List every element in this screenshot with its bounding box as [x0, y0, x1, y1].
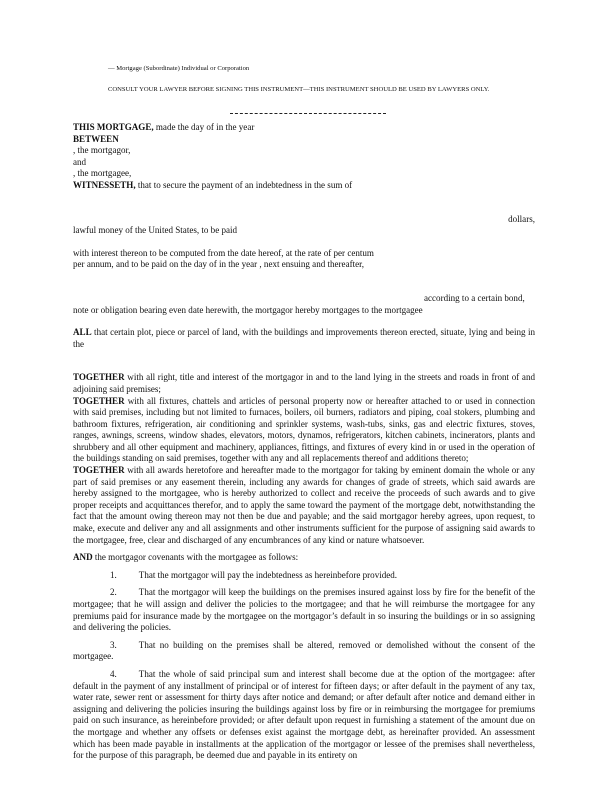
all-rest: that certain plot, piece or parcel of land, with the buildings and improvements thereon erected, situate, lying and being in the — [73, 327, 535, 349]
according-line: according to a certain bond, — [424, 292, 525, 303]
all-bold: ALL — [73, 327, 92, 338]
covenant-number: 3. — [110, 639, 117, 650]
interest-line-1: with interest thereon to be computed from the date hereof, at the rate of per centum — [73, 247, 374, 258]
mortgagee-line: , the mortgagee, — [73, 168, 132, 179]
covenant-text: That the whole of said principal sum and interest shall become due at the option of the mortgagee: after default in the payment of any installment of principal or of interest for fifteen days; or after default in the payment of any tax, water rate, sewer rent or assessment for thirty days after notice and demand; or after default after notice and demand either in assigning and delivering the policies insuring the buildings against loss by fire or in reimbursing the mortgagee for premiums paid on such insurance, as hereinbefore provided; or after default upon request in furnishing a statement of the amount due on the mortgage and whether any offsets or defenses exist against the mortgage debt, as hereinafter provided. An assessment which has been made payable in installments at the application of the mortgagor or lessee of the premises shall nevertheless, for the purpose of this paragraph, be deemed due and payable in its entirety on — [73, 668, 535, 761]
covenant-2 — [73, 587, 535, 633]
together-bold: TOGETHER — [73, 465, 125, 476]
together-rest: with all awards heretofore and hereafter made to the mortgagor for taking by eminent domain the whole or any part of said premises or any easement therein, including any awards for changes of grade of streets, which said awards are hereby assigned to the mortgagee, who is hereby authorized to collect and receive the proceeds of such awards and to give proper receipts and acquittances therefor, and to apply the same toward the payment of the mortgage debt, notwithstanding the fact that the amount owing thereon may not then be due and payable; and the said mortgagor hereby agrees, upon request, to make, execute and deliver any and all assignments and other instruments sufficient for the purpose of assigning said awards to the mortgagee, free, clear and discharged of any encumbrances of any kind or nature whatsoever. — [73, 465, 535, 545]
all-paragraph — [73, 327, 535, 350]
witnesseth-bold: WITNESSETH, — [73, 179, 136, 190]
together-paragraph-3 — [73, 465, 535, 546]
together-rest: with all fixtures, chattels and articles of personal property now or hereafter attached to or used in connection with said premises, including but not limited to furnaces, boilers, oil burners, radiators and piping, coal stokers, plumbing and bathroom fixtures, refrigeration, air conditioning and sprinkler systems, wash-tubs, sinks, gas and electric fixtures, stoves, ranges, awnings, screens, window shades, elevators, motors, dynamos, refrigerators, kitchen cabinets, incinerators, plants and shrubbery and all other equipment and machinery, appliances, fittings, and fixtures of every kind in or used in the operation of the buildings standing on said premises, together with any and all replacements thereof and additions thereto; — [73, 395, 535, 464]
covenant-text: That the mortgagor will pay the indebtedness as hereinbefore provided. — [138, 569, 398, 580]
lawyer-warning: CONSULT YOUR LAWYER BEFORE SIGNING THIS INSTRUMENT—THIS INSTRUMENT SHOULD BE USED BY LAWYERS ONLY. — [108, 86, 490, 93]
title-bold: THIS MORTGAGE, — [73, 122, 154, 132]
covenant-number: 1. — [110, 569, 117, 580]
covenant-4 — [73, 669, 535, 762]
blank-space — [73, 271, 535, 293]
blank-space — [73, 192, 535, 214]
mortgagor-line: , the mortgagor, — [73, 145, 131, 156]
title-rest: made the day of in the year — [153, 122, 255, 132]
covenant-text: That the mortgagor will keep the buildings on the premises insured against loss by fire for the benefit of the mortgagee; that he will assign and deliver the policies to the mortgagee; and that he will reimburse the mortgagee for any premiums paid for insurance made by the mortgagee on the mortgagor’s default in so insuring the buildings or in so assigning and delivering the policies. — [73, 587, 535, 633]
together-rest: with all right, title and interest of the mortgagor in and to the land lying in the streets and roads in front of and adjoining said premises; — [73, 372, 535, 394]
lawful-money-line: lawful money of the United States, to be paid — [73, 225, 238, 236]
blank-space — [73, 350, 535, 372]
mortgage-body — [73, 122, 535, 762]
covenant-3 — [73, 640, 535, 663]
covenant-number: 2. — [110, 587, 117, 598]
together-paragraph-2 — [73, 396, 535, 466]
covenant-number: 4. — [110, 668, 117, 679]
together-paragraph-1 — [73, 372, 535, 395]
witnesseth-rest: that to secure the payment of an indebtedness in the sum of — [135, 179, 353, 190]
title-line — [73, 122, 535, 134]
note-line: note or obligation bearing even date herewith, the mortgagor hereby mortgages to the mortgagee — [73, 304, 423, 315]
and-bold: AND — [73, 552, 93, 563]
together-bold: TOGETHER — [73, 372, 125, 383]
form-identifier: — Mortgage (Subordinate) Individual or Corporation — [108, 65, 250, 72]
blank-space — [73, 316, 535, 327]
covenant-1 — [73, 570, 535, 582]
and-rest: the mortgagor covenants with the mortgagee as follows: — [92, 552, 299, 563]
witnesseth-line — [73, 180, 535, 192]
covenant-text: That no building on the premises shall be altered, removed or demolished without the consent of the mortgagee. — [73, 639, 535, 662]
dashed-divider — [230, 113, 386, 114]
together-bold: TOGETHER — [73, 395, 125, 406]
and-covenants-line — [73, 552, 535, 564]
between-heading: BETWEEN — [73, 133, 119, 144]
dollars-line: dollars, — [508, 213, 535, 224]
and-line: and — [73, 156, 87, 167]
blank-space — [73, 237, 535, 248]
interest-line-2: per annum, and to be paid on the day of in the year , next ensuing and thereafter, — [73, 259, 365, 270]
